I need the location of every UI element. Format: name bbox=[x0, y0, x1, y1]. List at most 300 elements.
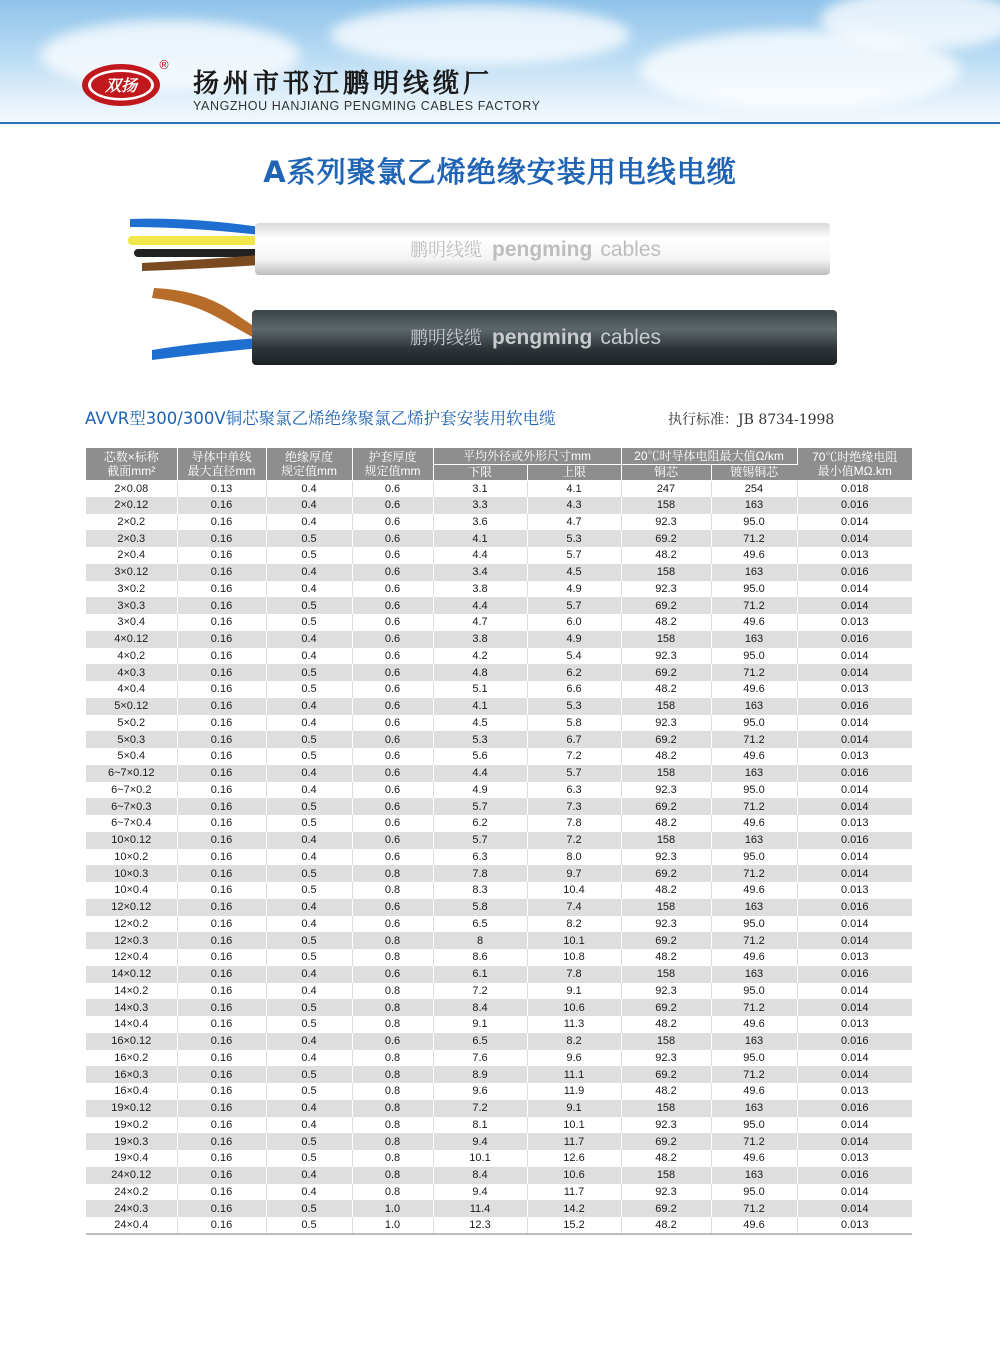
company-name-en: YANGZHOU HANJIANG PENGMING CABLES FACTORY bbox=[193, 99, 541, 113]
table-cell: 5.7 bbox=[527, 547, 621, 564]
table-cell: 2×0.4 bbox=[86, 547, 177, 564]
table-cell: 8.6 bbox=[433, 949, 527, 966]
table-cell: 6.1 bbox=[433, 966, 527, 983]
table-cell: 4.5 bbox=[527, 564, 621, 581]
table-cell: 0.6 bbox=[352, 782, 433, 799]
table-cell: 0.5 bbox=[266, 1150, 352, 1167]
table-cell: 12×0.4 bbox=[86, 949, 177, 966]
table-cell: 0.016 bbox=[797, 832, 912, 849]
table-cell: 16×0.2 bbox=[86, 1050, 177, 1067]
table-cell: 0.014 bbox=[797, 916, 912, 933]
table-cell: 0.4 bbox=[266, 497, 352, 514]
table-cell: 4.1 bbox=[433, 530, 527, 547]
table-cell: 0.4 bbox=[266, 514, 352, 531]
white-cable-label bbox=[410, 236, 661, 262]
table-cell: 5.8 bbox=[433, 899, 527, 916]
table-row bbox=[86, 597, 912, 614]
table-cell: 0.16 bbox=[177, 1066, 266, 1083]
header-upper-limit: 上限 bbox=[527, 464, 621, 480]
table-cell: 49.6 bbox=[711, 748, 797, 765]
table-cell: 8.9 bbox=[433, 1066, 527, 1083]
table-cell: 0.014 bbox=[797, 1200, 912, 1217]
table-cell: 163 bbox=[711, 564, 797, 581]
table-cell: 10×0.3 bbox=[86, 865, 177, 882]
table-cell: 0.016 bbox=[797, 631, 912, 648]
table-cell: 0.16 bbox=[177, 1117, 266, 1134]
table-cell: 0.4 bbox=[266, 832, 352, 849]
table-row bbox=[86, 949, 912, 966]
table-cell: 24×0.12 bbox=[86, 1167, 177, 1184]
table-cell: 10×0.2 bbox=[86, 849, 177, 866]
table-row bbox=[86, 1016, 912, 1033]
table-cell: 0.5 bbox=[266, 530, 352, 547]
header-cores-section: 芯数×标称 截面mm² bbox=[86, 448, 177, 480]
table-cell: 6.7 bbox=[527, 731, 621, 748]
table-cell: 2×0.08 bbox=[86, 480, 177, 497]
table-cell: 48.2 bbox=[621, 1217, 711, 1234]
table-cell: 95.0 bbox=[711, 1184, 797, 1201]
table-row bbox=[86, 1117, 912, 1134]
table-cell: 0.4 bbox=[266, 581, 352, 598]
table-cell: 0.8 bbox=[352, 999, 433, 1016]
table-cell: 19×0.2 bbox=[86, 1117, 177, 1134]
table-cell: 0.016 bbox=[797, 698, 912, 715]
table-cell: 6.2 bbox=[433, 815, 527, 832]
table-cell: 24×0.4 bbox=[86, 1217, 177, 1234]
table-cell: 71.2 bbox=[711, 1200, 797, 1217]
table-cell: 7.8 bbox=[433, 865, 527, 882]
table-cell: 0.16 bbox=[177, 664, 266, 681]
product-subtitle: AVVR型300/300V铜芯聚氯乙烯绝缘聚氯乙烯护套安装用软电缆 bbox=[85, 409, 556, 428]
table-cell: 254 bbox=[711, 480, 797, 497]
table-cell: 71.2 bbox=[711, 1066, 797, 1083]
table-cell: 11.4 bbox=[433, 1200, 527, 1217]
table-cell: 92.3 bbox=[621, 782, 711, 799]
table-cell: 0.6 bbox=[352, 681, 433, 698]
table-cell: 0.6 bbox=[352, 815, 433, 832]
table-row bbox=[86, 983, 912, 1000]
table-cell: 0.4 bbox=[266, 983, 352, 1000]
table-cell: 71.2 bbox=[711, 1133, 797, 1150]
table-cell: 4.8 bbox=[433, 664, 527, 681]
table-row bbox=[86, 648, 912, 665]
table-cell: 0.4 bbox=[266, 916, 352, 933]
table-cell: 6~7×0.2 bbox=[86, 782, 177, 799]
svg-text:双扬: 双扬 bbox=[104, 76, 138, 95]
table-cell: 48.2 bbox=[621, 882, 711, 899]
table-cell: 0.5 bbox=[266, 748, 352, 765]
table-cell: 0.6 bbox=[352, 547, 433, 564]
table-cell: 10.1 bbox=[433, 1150, 527, 1167]
table-cell: 4.7 bbox=[527, 514, 621, 531]
table-cell: 0.5 bbox=[266, 932, 352, 949]
table-cell: 0.8 bbox=[352, 1050, 433, 1067]
table-cell: 7.3 bbox=[527, 798, 621, 815]
table-cell: 16×0.4 bbox=[86, 1083, 177, 1100]
table-cell: 92.3 bbox=[621, 514, 711, 531]
table-cell: 19×0.4 bbox=[86, 1150, 177, 1167]
table-cell: 4×0.4 bbox=[86, 681, 177, 698]
table-cell: 6~7×0.3 bbox=[86, 798, 177, 815]
table-cell: 163 bbox=[711, 899, 797, 916]
table-cell: 69.2 bbox=[621, 932, 711, 949]
table-cell: 11.7 bbox=[527, 1133, 621, 1150]
table-cell: 4.1 bbox=[433, 698, 527, 715]
table-cell: 0.014 bbox=[797, 581, 912, 598]
table-cell: 69.2 bbox=[621, 1066, 711, 1083]
table-row bbox=[86, 530, 912, 547]
page-title: A系列聚氯乙烯绝缘安装用电线电缆 bbox=[263, 155, 737, 189]
table-cell: 0.6 bbox=[352, 832, 433, 849]
header-tinned-copper-core: 镀锡铜芯 bbox=[711, 464, 797, 480]
table-cell: 0.16 bbox=[177, 882, 266, 899]
header-wire-diameter: 导体中单线 最大直径mm bbox=[177, 448, 266, 480]
table-cell: 163 bbox=[711, 1100, 797, 1117]
table-cell: 0.6 bbox=[352, 715, 433, 732]
table-cell: 49.6 bbox=[711, 1016, 797, 1033]
table-cell: 0.8 bbox=[352, 865, 433, 882]
table-cell: 16×0.3 bbox=[86, 1066, 177, 1083]
table-cell: 71.2 bbox=[711, 865, 797, 882]
table-cell: 7.4 bbox=[527, 899, 621, 916]
table-cell: 0.5 bbox=[266, 731, 352, 748]
table-cell: 0.16 bbox=[177, 899, 266, 916]
table-cell: 9.6 bbox=[433, 1083, 527, 1100]
table-cell: 0.6 bbox=[352, 916, 433, 933]
table-cell: 0.16 bbox=[177, 1133, 266, 1150]
table-cell: 0.16 bbox=[177, 715, 266, 732]
table-cell: 3.6 bbox=[433, 514, 527, 531]
table-cell: 12.6 bbox=[527, 1150, 621, 1167]
table-cell: 0.013 bbox=[797, 614, 912, 631]
table-cell: 3.4 bbox=[433, 564, 527, 581]
table-cell: 158 bbox=[621, 1100, 711, 1117]
table-cell: 1.0 bbox=[352, 1217, 433, 1234]
table-cell: 0.014 bbox=[797, 932, 912, 949]
table-row bbox=[86, 664, 912, 681]
table-cell: 0.16 bbox=[177, 698, 266, 715]
table-cell: 10.8 bbox=[527, 949, 621, 966]
table-cell: 0.4 bbox=[266, 698, 352, 715]
table-cell: 48.2 bbox=[621, 748, 711, 765]
table-cell: 0.013 bbox=[797, 1083, 912, 1100]
table-cell: 163 bbox=[711, 832, 797, 849]
table-cell: 16×0.12 bbox=[86, 1033, 177, 1050]
table-cell: 0.8 bbox=[352, 1167, 433, 1184]
table-cell: 0.16 bbox=[177, 849, 266, 866]
table-cell: 95.0 bbox=[711, 1117, 797, 1134]
table-cell: 0.6 bbox=[352, 966, 433, 983]
table-cell: 2×0.12 bbox=[86, 497, 177, 514]
table-cell: 163 bbox=[711, 631, 797, 648]
table-cell: 5.3 bbox=[433, 731, 527, 748]
table-cell: 0.4 bbox=[266, 564, 352, 581]
table-cell: 0.6 bbox=[352, 631, 433, 648]
header-copper-core: 铜芯 bbox=[621, 464, 711, 480]
table-row bbox=[86, 782, 912, 799]
table-cell: 92.3 bbox=[621, 1117, 711, 1134]
table-cell: 95.0 bbox=[711, 648, 797, 665]
table-row bbox=[86, 614, 912, 631]
table-cell: 12.3 bbox=[433, 1217, 527, 1234]
table-cell: 0.014 bbox=[797, 999, 912, 1016]
table-row bbox=[86, 1184, 912, 1201]
table-cell: 5×0.2 bbox=[86, 715, 177, 732]
table-row bbox=[86, 1100, 912, 1117]
table-cell: 10×0.12 bbox=[86, 832, 177, 849]
table-cell: 95.0 bbox=[711, 581, 797, 598]
table-cell: 0.016 bbox=[797, 497, 912, 514]
table-cell: 8.1 bbox=[433, 1117, 527, 1134]
table-cell: 69.2 bbox=[621, 798, 711, 815]
table-cell: 4.5 bbox=[433, 715, 527, 732]
table-cell: 24×0.2 bbox=[86, 1184, 177, 1201]
table-cell: 0.16 bbox=[177, 614, 266, 631]
table-cell: 0.16 bbox=[177, 1217, 266, 1234]
table-cell: 8 bbox=[433, 932, 527, 949]
table-row bbox=[86, 1167, 912, 1184]
table-cell: 0.5 bbox=[266, 597, 352, 614]
table-cell: 0.16 bbox=[177, 681, 266, 698]
table-cell: 0.014 bbox=[797, 1066, 912, 1083]
table-cell: 5.7 bbox=[433, 798, 527, 815]
table-cell: 0.016 bbox=[797, 564, 912, 581]
table-cell: 11.9 bbox=[527, 1083, 621, 1100]
table-cell: 3×0.12 bbox=[86, 564, 177, 581]
company-logo bbox=[80, 62, 162, 108]
table-cell: 0.4 bbox=[266, 631, 352, 648]
table-cell: 0.5 bbox=[266, 999, 352, 1016]
table-cell: 48.2 bbox=[621, 1016, 711, 1033]
table-cell: 95.0 bbox=[711, 514, 797, 531]
table-cell: 0.8 bbox=[352, 1133, 433, 1150]
table-cell: 0.4 bbox=[266, 1117, 352, 1134]
table-cell: 163 bbox=[711, 966, 797, 983]
table-cell: 0.4 bbox=[266, 765, 352, 782]
table-cell: 0.014 bbox=[797, 530, 912, 547]
table-cell: 14×0.3 bbox=[86, 999, 177, 1016]
table-cell: 71.2 bbox=[711, 999, 797, 1016]
table-cell: 158 bbox=[621, 631, 711, 648]
table-row bbox=[86, 815, 912, 832]
table-row bbox=[86, 916, 912, 933]
table-cell: 0.4 bbox=[266, 899, 352, 916]
table-cell: 0.014 bbox=[797, 1184, 912, 1201]
table-cell: 4×0.12 bbox=[86, 631, 177, 648]
cable-brand-en: pengming bbox=[492, 238, 593, 261]
table-cell: 0.016 bbox=[797, 765, 912, 782]
table-cell: 49.6 bbox=[711, 614, 797, 631]
table-cell: 0.6 bbox=[352, 530, 433, 547]
table-cell: 0.014 bbox=[797, 715, 912, 732]
table-cell: 0.4 bbox=[266, 966, 352, 983]
table-cell: 3.8 bbox=[433, 631, 527, 648]
table-cell: 92.3 bbox=[621, 1050, 711, 1067]
table-cell: 158 bbox=[621, 832, 711, 849]
table-row bbox=[86, 681, 912, 698]
table-cell: 0.5 bbox=[266, 547, 352, 564]
table-cell: 0.014 bbox=[797, 798, 912, 815]
table-cell: 0.16 bbox=[177, 1016, 266, 1033]
table-cell: 0.016 bbox=[797, 1033, 912, 1050]
table-cell: 6.3 bbox=[433, 849, 527, 866]
table-cell: 0.013 bbox=[797, 681, 912, 698]
table-cell: 158 bbox=[621, 564, 711, 581]
table-cell: 0.6 bbox=[352, 514, 433, 531]
table-cell: 0.16 bbox=[177, 514, 266, 531]
table-cell: 0.8 bbox=[352, 949, 433, 966]
table-cell: 0.5 bbox=[266, 1133, 352, 1150]
table-cell: 0.4 bbox=[266, 715, 352, 732]
table-cell: 0.5 bbox=[266, 1200, 352, 1217]
table-cell: 0.6 bbox=[352, 731, 433, 748]
table-cell: 11.1 bbox=[527, 1066, 621, 1083]
table-cell: 158 bbox=[621, 1167, 711, 1184]
table-cell: 0.4 bbox=[266, 1184, 352, 1201]
table-cell: 163 bbox=[711, 765, 797, 782]
table-row bbox=[86, 966, 912, 983]
table-cell: 0.5 bbox=[266, 815, 352, 832]
table-cell: 0.16 bbox=[177, 832, 266, 849]
table-cell: 247 bbox=[621, 480, 711, 497]
table-cell: 14×0.12 bbox=[86, 966, 177, 983]
table-cell: 0.4 bbox=[266, 1050, 352, 1067]
table-cell: 0.5 bbox=[266, 1083, 352, 1100]
table-cell: 158 bbox=[621, 765, 711, 782]
table-cell: 0.016 bbox=[797, 1167, 912, 1184]
table-cell: 9.1 bbox=[527, 1100, 621, 1117]
table-cell: 0.6 bbox=[352, 849, 433, 866]
table-cell: 6.3 bbox=[527, 782, 621, 799]
table-cell: 5.7 bbox=[527, 765, 621, 782]
table-row bbox=[86, 765, 912, 782]
table-cell: 69.2 bbox=[621, 1200, 711, 1217]
table-cell: 0.16 bbox=[177, 1083, 266, 1100]
table-cell: 19×0.12 bbox=[86, 1100, 177, 1117]
table-cell: 0.8 bbox=[352, 1117, 433, 1134]
table-cell: 24×0.3 bbox=[86, 1200, 177, 1217]
table-cell: 4.4 bbox=[433, 547, 527, 564]
table-cell: 2×0.3 bbox=[86, 530, 177, 547]
table-cell: 71.2 bbox=[711, 664, 797, 681]
table-cell: 4.4 bbox=[433, 597, 527, 614]
header-insulation-thickness: 绝缘厚度 规定值mm bbox=[266, 448, 352, 480]
table-cell: 10×0.4 bbox=[86, 882, 177, 899]
table-cell: 0.013 bbox=[797, 1016, 912, 1033]
table-cell: 9.1 bbox=[433, 1016, 527, 1033]
table-row bbox=[86, 1150, 912, 1167]
table-cell: 48.2 bbox=[621, 949, 711, 966]
table-cell: 0.5 bbox=[266, 865, 352, 882]
cable-brand-cn: 鹏明线缆 bbox=[410, 328, 482, 349]
table-cell: 8.4 bbox=[433, 999, 527, 1016]
table-cell: 0.6 bbox=[352, 480, 433, 497]
table-cell: 0.16 bbox=[177, 999, 266, 1016]
table-cell: 0.014 bbox=[797, 782, 912, 799]
table-cell: 0.6 bbox=[352, 698, 433, 715]
table-cell: 0.5 bbox=[266, 798, 352, 815]
table-cell: 0.5 bbox=[266, 664, 352, 681]
table-cell: 0.6 bbox=[352, 581, 433, 598]
registered-mark: ® bbox=[158, 58, 170, 72]
table-cell: 4×0.3 bbox=[86, 664, 177, 681]
cable-brand-en: pengming bbox=[492, 326, 593, 349]
table-cell: 71.2 bbox=[711, 731, 797, 748]
table-row bbox=[86, 832, 912, 849]
table-cell: 0.6 bbox=[352, 899, 433, 916]
table-cell: 92.3 bbox=[621, 983, 711, 1000]
table-cell: 0.014 bbox=[797, 514, 912, 531]
table-row bbox=[86, 1083, 912, 1100]
table-cell: 0.4 bbox=[266, 782, 352, 799]
table-cell: 71.2 bbox=[711, 798, 797, 815]
table-cell: 163 bbox=[711, 497, 797, 514]
table-cell: 7.2 bbox=[433, 983, 527, 1000]
table-cell: 7.2 bbox=[527, 832, 621, 849]
table-cell: 0.4 bbox=[266, 480, 352, 497]
table-cell: 0.16 bbox=[177, 916, 266, 933]
table-row bbox=[86, 581, 912, 598]
table-cell: 4.4 bbox=[433, 765, 527, 782]
table-cell: 4×0.2 bbox=[86, 648, 177, 665]
table-cell: 163 bbox=[711, 1167, 797, 1184]
table-cell: 69.2 bbox=[621, 999, 711, 1016]
header-lower-limit: 下限 bbox=[433, 464, 527, 480]
table-cell: 1.0 bbox=[352, 1200, 433, 1217]
table-cell: 0.014 bbox=[797, 865, 912, 882]
table-cell: 0.16 bbox=[177, 631, 266, 648]
standard-reference: 执行标准：JB 8734-1998 bbox=[668, 412, 835, 428]
table-cell: 0.6 bbox=[352, 765, 433, 782]
table-cell: 48.2 bbox=[621, 547, 711, 564]
table-row bbox=[86, 865, 912, 882]
table-row bbox=[86, 1133, 912, 1150]
table-cell: 8.2 bbox=[527, 1033, 621, 1050]
table-row bbox=[86, 882, 912, 899]
table-cell: 0.5 bbox=[266, 882, 352, 899]
table-cell: 9.1 bbox=[527, 983, 621, 1000]
table-cell: 3.3 bbox=[433, 497, 527, 514]
table-cell: 92.3 bbox=[621, 648, 711, 665]
table-cell: 0.014 bbox=[797, 1117, 912, 1134]
header-sheath-thickness: 护套厚度 规定值mm bbox=[352, 448, 433, 480]
table-cell: 95.0 bbox=[711, 849, 797, 866]
table-cell: 0.16 bbox=[177, 748, 266, 765]
table-cell: 0.6 bbox=[352, 497, 433, 514]
table-cell: 0.16 bbox=[177, 1150, 266, 1167]
table-cell: 0.014 bbox=[797, 664, 912, 681]
table-cell: 0.4 bbox=[266, 849, 352, 866]
table-cell: 0.16 bbox=[177, 815, 266, 832]
table-cell: 0.6 bbox=[352, 664, 433, 681]
table-cell: 3.1 bbox=[433, 480, 527, 497]
table-cell: 0.5 bbox=[266, 614, 352, 631]
table-cell: 8.4 bbox=[433, 1167, 527, 1184]
table-cell: 3×0.4 bbox=[86, 614, 177, 631]
table-cell: 0.4 bbox=[266, 1100, 352, 1117]
table-cell: 69.2 bbox=[621, 664, 711, 681]
table-cell: 0.013 bbox=[797, 547, 912, 564]
table-cell: 69.2 bbox=[621, 597, 711, 614]
table-cell: 3.8 bbox=[433, 581, 527, 598]
table-cell: 8.2 bbox=[527, 916, 621, 933]
table-row bbox=[86, 899, 912, 916]
table-row bbox=[86, 798, 912, 815]
table-cell: 0.16 bbox=[177, 547, 266, 564]
table-cell: 71.2 bbox=[711, 597, 797, 614]
table-cell: 0.4 bbox=[266, 648, 352, 665]
table-cell: 69.2 bbox=[621, 865, 711, 882]
